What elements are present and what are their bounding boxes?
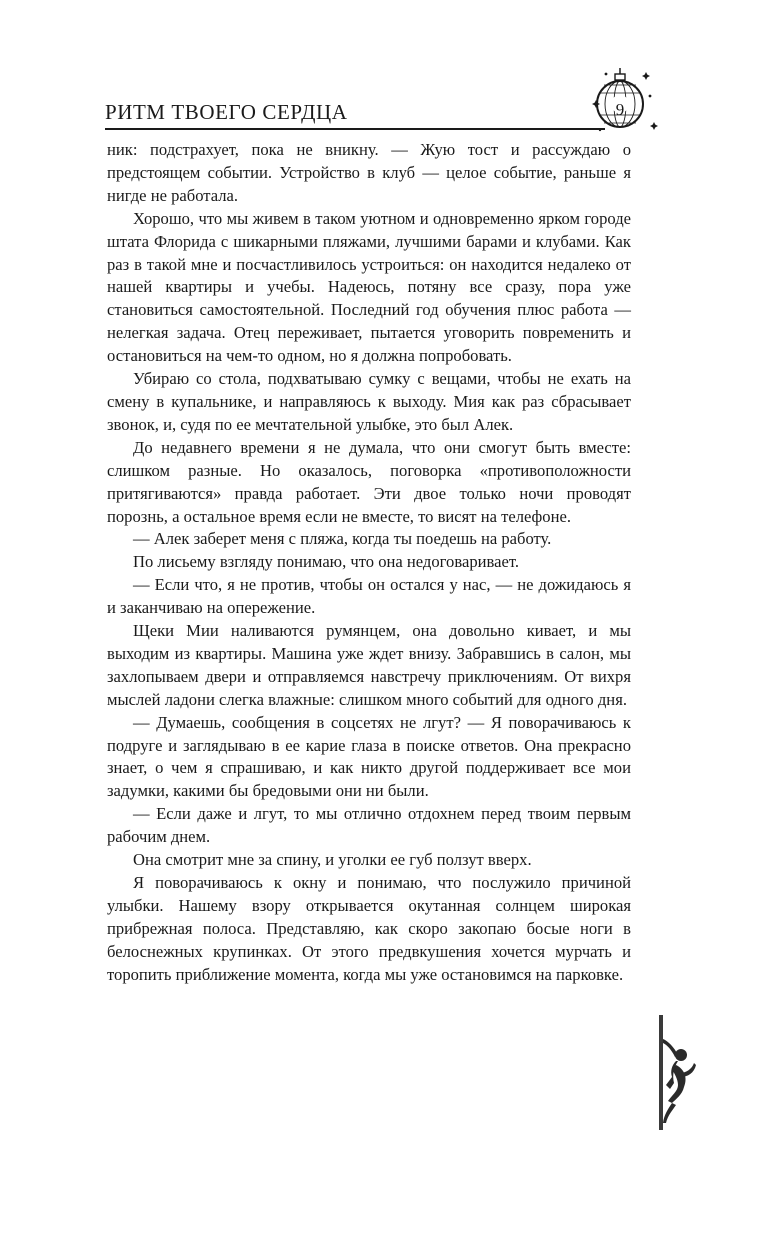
running-header bbox=[105, 96, 655, 126]
paragraph: Щеки Мии наливаются румянцем, она довольно кивает, и мы выходим из квартиры. Машина уже ждет внизу. Забравшись в салон, мы захлопываем двери и отправляемся навстречу приключениям. От вихря мыслей ладони слегка влажные: слишком много событий для одного дня. bbox=[107, 621, 631, 709]
paragraph: — Если даже и лгут, то мы отлично отдохнем перед твоим первым рабочим днем. bbox=[107, 804, 631, 847]
page-body bbox=[107, 139, 631, 987]
paragraph: Убираю со стола, подхватываю сумку с вещами, чтобы не ехать на смену в купальнике, и направляюсь к выходу. Мия как раз сбрасывает звонок, и, судя по ее мечтательной улыбке, это был Алек. bbox=[107, 369, 631, 434]
paragraph: — Если что, я не против, чтобы он остался у нас, — не дожидаюсь я и заканчиваю на опережение. bbox=[107, 575, 631, 618]
paragraph: ник: подстрахует, пока не вникну. — Жую тост и рассуждаю о предстоящем событии. Устройство в клуб — целое событие, раньше я нигде не работала. bbox=[107, 140, 631, 205]
book-title: РИТМ ТВОЕГО СЕРДЦА bbox=[105, 100, 348, 124]
paragraph: Она смотрит мне за спину, и уголки ее губ ползут вверх. bbox=[133, 850, 532, 870]
paragraph: До недавнего времени я не думала, что они смогут быть вместе: слишком разные. Но оказалось, поговорка «противоположности притягиваются» правда работает. Эти двое только ночи проводят порознь, а остальное время если не вместе, то висят на телефоне. bbox=[107, 437, 631, 526]
paragraph: По лисьему взгляду понимаю, что она недоговаривает. bbox=[133, 552, 519, 572]
pole-dancer-icon bbox=[650, 1015, 700, 1130]
page-number: 9 bbox=[615, 100, 625, 119]
paragraph: — Думаешь, сообщения в соцсетях не лгут? — Я поворачиваюсь к подруге и заглядываю в ее карие глаза в поиске ответов. Она прекрасно знает, о чем я спрашиваю, и как никто другой поддерживает все мои задумки, какими бы бредовыми они ни были. bbox=[107, 712, 631, 801]
paragraph: — Алек заберет меня с пляжа, когда ты поедешь на работу. bbox=[133, 529, 552, 549]
header-rule bbox=[105, 128, 605, 130]
paragraph: Хорошо, что мы живем в таком уютном и одновременно ярком городе штата Флорида с шикарными пляжами, лучшими барами и клубами. Как раз в такой мне и посчастливилось устроиться: он находится недалеко от нашей квартиры и учебы. Надеюсь, потяну все сразу, пора уже становиться самостоятельной. Последний год обучения плюс работа — нелегкая задача. Отец переживает, пытается уговорить повременить и остановиться на чем-то одном, но я должна попробовать. bbox=[107, 208, 631, 366]
paragraph: Я поворачиваюсь к окну и понимаю, что послужило причиной улыбки. Нашему взору открывается окутанная солнцем широкая прибрежная полоса. Представляю, как скоро закопаю босые ноги в белоснежных крупинках. От этого предвкушения хочется мурчать и торопить приближение момента, когда мы уже остановимся на парковке. bbox=[107, 873, 631, 984]
